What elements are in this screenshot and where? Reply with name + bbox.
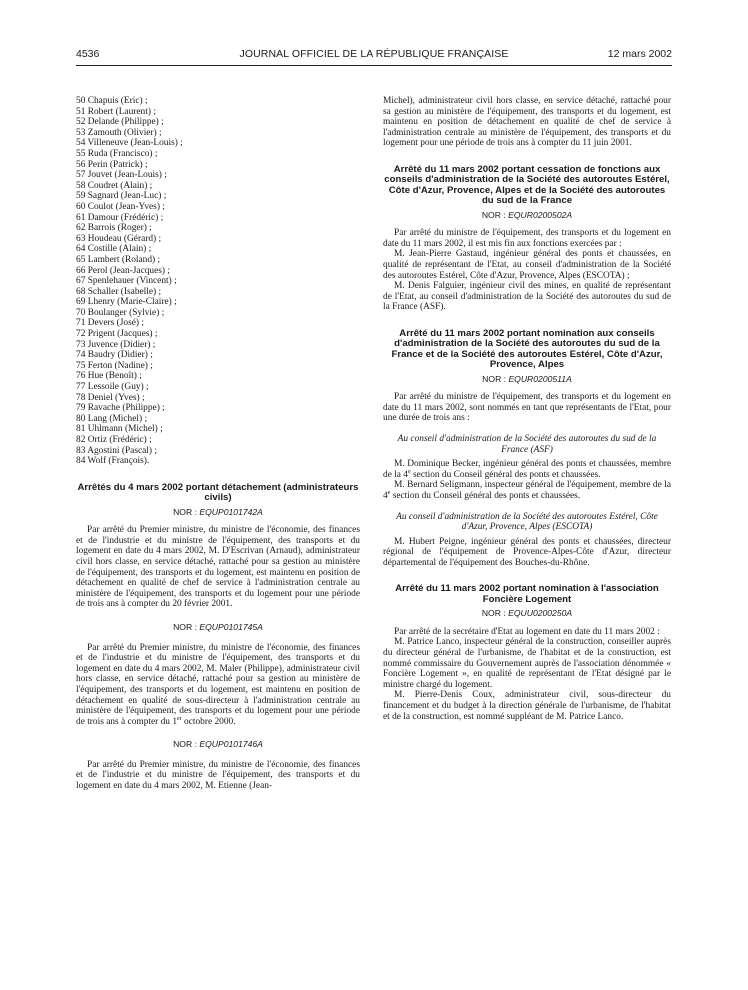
nor-code: EQUP0101742A — [199, 506, 263, 517]
list-item: 69 Lhenry (Marie-Claire) ; — [76, 297, 177, 308]
decree-paragraph — [383, 480, 671, 501]
nor-label: NOR : — [482, 373, 507, 384]
paragraph-text: octobre 2000. — [181, 716, 236, 727]
list-item: 61 Damour (Frédéric) ; — [76, 212, 164, 223]
list-item: 51 Robert (Laurent) ; — [76, 106, 156, 117]
left-column — [76, 96, 360, 792]
subsection-heading: Au conseil d'administration de la Société des autoroutes du sud de la France (ASF) — [397, 433, 657, 455]
list-item: 71 Devers (José) ; — [76, 318, 144, 329]
issue-date: 12 mars 2002 — [607, 48, 672, 60]
nor-code: EQUP0101745A — [199, 621, 263, 632]
nor-code: EQUU0200250A — [508, 608, 573, 619]
ordinal-suffix: e — [387, 489, 391, 496]
list-item: 72 Prigent (Jacques) ; — [76, 329, 158, 340]
decree-paragraph: M. Jean-Pierre Gastaud, ingénieur général des ponts et chaussées, en qualité de représentant de l'Etat, au conseil d'administration de la Société des autoroutes Estérel, Côte d'Azur, Provence, Alpes (ESCOTA) ; — [383, 249, 671, 281]
nor-reference — [383, 608, 671, 619]
list-item: 78 Deniel (Yves) ; — [76, 392, 145, 403]
decree-paragraph: Par arrêté du Premier ministre, du ministre de l'économie, des finances et de l'industrie et du ministre de l'équipement, des transports et du logement en date du 4 mars 2002, M. D'Escrivan (Arnaud), administrateur civil hors classe, en service détaché, rattaché pour sa gestion au ministère de l'équipement, des transports et du logement, est maintenu en position de détachement en qualité de chef de service à l'administration centrale au ministère de l'équipement, des transports et du logement pour une période de trois ans à compter du 20 février 2001. — [76, 525, 360, 610]
list-item: 64 Costille (Alain) ; — [76, 244, 152, 255]
list-item: 56 Perin (Patrick) ; — [76, 159, 148, 170]
list-item: 52 Delande (Philippe) ; — [76, 117, 164, 128]
nor-label: NOR : — [481, 608, 506, 619]
nor-code: EQUR0200502A — [508, 209, 573, 220]
decree-paragraph — [76, 643, 360, 728]
list-item: 65 Lambert (Roland) ; — [76, 254, 161, 265]
continued-paragraph: Michel), administrateur civil hors classe, en service détaché, rattaché pour sa gestion au ministère de l'équipement, des transports et du logement, est maintenu en position de détachement en qualité de chef de service à l'administration centrale au ministère de l'équipement, des transports et du logement pour une période de trois ans à compter du 11 juin 2001. — [383, 96, 671, 149]
list-item: 57 Jouvet (Jean-Louis) ; — [76, 170, 167, 181]
decree-paragraph: Par arrêté de la secrétaire d'Etat au logement en date du 11 mars 2002 : — [394, 626, 660, 637]
list-item: 80 Lang (Michel) ; — [76, 413, 148, 424]
names-list — [76, 96, 360, 467]
paragraph-text: M. Dominique Becker, ingénieur général des ponts et chaussées, membre de la 4 — [383, 459, 671, 480]
decree-paragraph: M. Denis Falguier, ingénieur civil des mines, en qualité de représentant de l'Etat, au conseil d'administration de la Société des autoroutes du sud de la France (ASF). — [383, 281, 671, 313]
paragraph-text: section du Conseil général des ponts et chaussées. — [390, 490, 581, 501]
list-item: 54 Villeneuve (Jean-Louis) ; — [76, 138, 183, 149]
list-item: 53 Zamouth (Olivier) ; — [76, 127, 162, 138]
decree-paragraph: Par arrêté du ministre de l'équipement, des transports et du logement en date du 11 mars 2002, sont nommés en tant que représentants de l'Etat, pour une durée de trois ans : — [383, 392, 671, 424]
decree-paragraph: Par arrêté du ministre de l'équipement, des transports et du logement en date du 11 mars 2002, il est mis fin aux fonctions exercées par : — [383, 228, 671, 249]
list-item: 59 Sagnard (Jean-Luc) ; — [76, 191, 167, 202]
list-item: 74 Baudry (Didier) ; — [76, 350, 153, 361]
ordinal-suffix: e — [408, 468, 411, 475]
nor-reference — [76, 739, 360, 750]
list-item: 73 Juvence (Didier) ; — [76, 339, 156, 350]
paragraph-text: M. Bernard Seligmann, inspecteur général de l'équipement, membre de la 4 — [383, 480, 671, 501]
list-item: 55 Ruda (Francisco) ; — [76, 148, 158, 159]
list-item: 81 Uhlmann (Michel) ; — [76, 424, 163, 435]
nor-label: NOR : — [173, 739, 197, 750]
nor-reference — [76, 507, 360, 518]
list-item: 76 Hue (Benoît) ; — [76, 371, 142, 382]
section-title: Arrêté du 11 mars 2002 portant nomination à l'association Foncière Logement — [395, 583, 659, 605]
section-title: Arrêté du 11 mars 2002 portant cessation de fonctions aux conseils d'administration de la Société des autoroutes Estérel, Côte d'Azur, Provence, Alpes et de la Société des autoroutes du sud de la France — [384, 163, 670, 207]
list-item: 63 Houdeau (Gérard) ; — [76, 233, 162, 244]
header-rule — [76, 65, 672, 66]
decree-paragraph — [383, 459, 671, 480]
list-item: 83 Agostini (Pascal) ; — [76, 445, 157, 456]
list-item: 79 Ravache (Philippe) ; — [76, 403, 165, 414]
decree-paragraph: M. Pierre-Denis Coux, administrateur civil, sous-directeur du financement et du budget à la direction générale de l'urbanisme, de l'habitat et de la construction, est nommé suppléant de M. Patrice Lanco. — [383, 690, 671, 722]
nor-code: EQUP0101746A — [199, 739, 263, 750]
decree-paragraph: M. Hubert Peigne, ingénieur général des ponts et chaussées, directeur régional de l'équipement de Provence-Alpes-Côte d'Azur, directeur départemental de l'équipement des Bouches-du-Rhône. — [383, 536, 671, 568]
right-column — [383, 96, 671, 722]
decree-paragraph: M. Patrice Lanco, inspecteur général de la construction, conseiller auprès du directeur général de l'urbanisme, de l'habitat et de la construction, est nommé commissaire du Gouvernement auprès de l'association dénommée « Foncière Logement », en qualité de représentant de l'Etat désigné par le ministre chargé du logement. — [383, 637, 671, 690]
subsection-heading: Au conseil d'administration de la Société des autoroutes Estérel, Côte d'Azur, Provence, Alpes (ESCOTA) — [396, 511, 658, 533]
decree-paragraph: Par arrêté du Premier ministre, du ministre de l'économie, des finances et de l'industrie et du ministre de l'équipement, des transports et du logement en date du 4 mars 2002, M. Etienne (Jean- — [76, 759, 360, 792]
ordinal-suffix: er — [177, 715, 182, 722]
section-title: Arrêtés du 4 mars 2002 portant détachement (administrateurs civils) — [77, 481, 359, 504]
list-item: 58 Coudret (Alain) ; — [76, 180, 153, 191]
journal-title: JOURNAL OFFICIEL DE LA RÉPUBLIQUE FRANÇAISE — [239, 48, 509, 60]
paragraph-text: Par arrêté du Premier ministre, du ministre de l'économie, des finances et de l'industrie et du ministre de l'équipement, des transports et du logement en date du 4 mars 2002, M. Maler (Philippe), administrateur civil hors classe, en service détaché, rattaché pour sa gestion au ministère de l'équipement, des transports et du logement, est maintenu en position de détachement en qualité de sous-directeur à l'administration centrale au ministère de l'équipement, des transports et du logement pour une période de trois ans à compter du 1 — [76, 642, 360, 727]
list-item: 82 Ortiz (Frédéric) ; — [76, 435, 152, 445]
list-item: 62 Barrois (Roger) ; — [76, 223, 152, 234]
nor-label: NOR : — [173, 621, 197, 632]
nor-reference — [76, 622, 360, 633]
list-item: 75 Ferton (Nadine) ; — [76, 360, 153, 371]
page-header — [76, 48, 672, 62]
list-item: 70 Boulanger (Sylvie) ; — [76, 307, 165, 318]
nor-code: EQUR0200511A — [508, 373, 572, 384]
nor-reference — [383, 374, 671, 385]
list-item: 84 Wolf (François). — [76, 456, 150, 467]
list-item: 77 Lessoile (Guy) ; — [76, 382, 149, 393]
nor-label: NOR : — [173, 506, 197, 517]
list-item: 60 Coulot (Jean-Yves) ; — [76, 201, 165, 212]
list-item: 67 Spenlehauer (Vincent) ; — [76, 276, 177, 287]
nor-label: NOR : — [481, 209, 506, 220]
list-item: 68 Schaller (Isabelle) ; — [76, 286, 162, 297]
paragraph-text: section du Conseil général des ponts et chaussées. — [410, 469, 601, 480]
list-item: 66 Perol (Jean-Jacques) ; — [76, 265, 170, 276]
list-item: 50 Chapuis (Eric) ; — [76, 96, 148, 106]
nor-reference — [383, 210, 671, 221]
page-number: 4536 — [76, 48, 100, 60]
section-title: Arrêté du 11 mars 2002 portant nomination aux conseils d'administration de la Société des autoroutes du sud de la France et de la Société des autoroutes Estérel, Côte d'Azur, Provence, Alpes — [391, 327, 663, 371]
